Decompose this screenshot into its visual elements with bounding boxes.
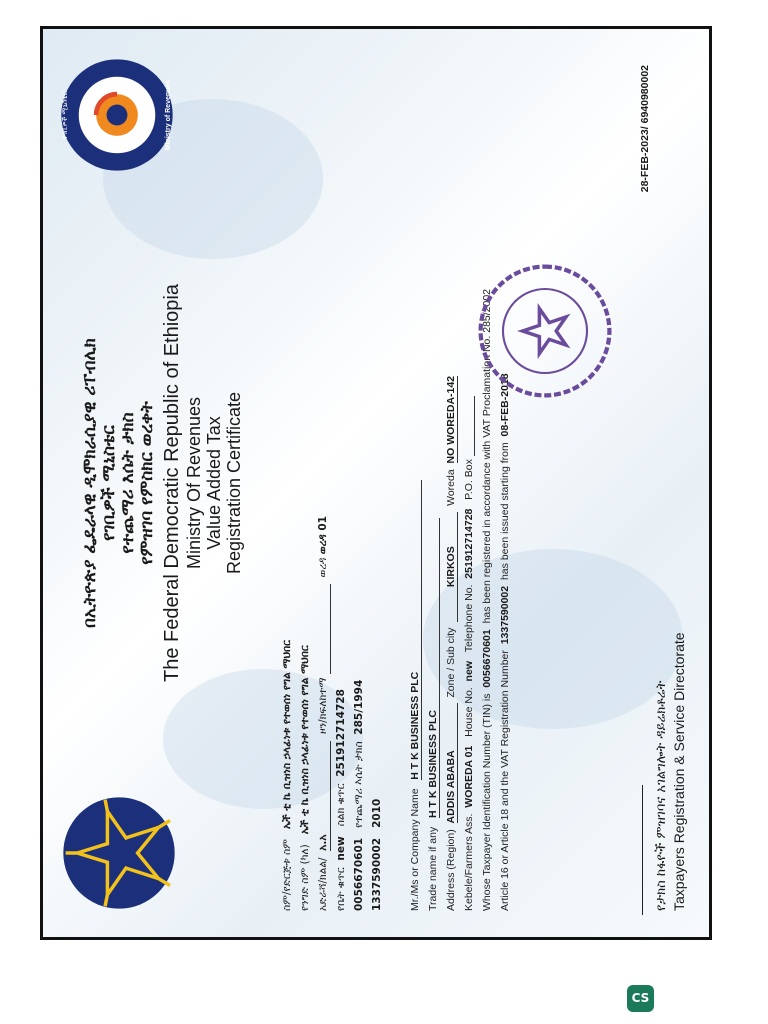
certificate-content bbox=[45, 31, 707, 935]
title-amharic-line3: የተጨማሪ እሴት ታክስ bbox=[118, 412, 139, 554]
title-amharic-line1: በኢትዮጵያ ፌዴራላዊ ዲሞክራሲያዊ ሪፐብሊክ bbox=[80, 338, 100, 628]
amharic-woreda-label: ወረዳ bbox=[317, 557, 329, 578]
amharic-trade-row bbox=[299, 645, 312, 911]
camscanner-badge: CS bbox=[627, 985, 654, 1012]
vat-number-row bbox=[499, 373, 511, 911]
company-name-value: H T K BUSINESS PLC bbox=[409, 480, 422, 780]
article-text: Article 16 or Article 18 and the VAT Registration Number bbox=[499, 650, 511, 911]
amharic-vat-label: የተጨማሪ እሴት ታክስ bbox=[353, 741, 365, 828]
signature-line bbox=[642, 785, 643, 915]
footer-english: Taxpayers Registration & Service Directorate bbox=[671, 632, 688, 911]
tin-value: 0056670601 bbox=[481, 629, 493, 688]
company-name-row bbox=[409, 480, 422, 911]
kebele-label: Kebele/Farmers Ass. bbox=[463, 813, 475, 911]
footer-amharic: የታክስ ከፋዮች ምዝገባና አገልግሎት ዳይሬክቶሬት bbox=[653, 680, 669, 911]
amharic-subcity-line bbox=[319, 584, 331, 674]
amharic-tin-value: 0056670601 bbox=[353, 837, 365, 911]
house-number-value: new bbox=[463, 661, 475, 682]
certificate-frame bbox=[40, 26, 712, 940]
logo-ring-amharic: የገቢዎች ሚኒስቴር bbox=[61, 91, 69, 139]
registered-text: has been registered in accordance with VAT Proclamation No. 285/2002 bbox=[481, 288, 493, 624]
address-label: Address (Region) bbox=[445, 829, 457, 911]
woreda-label: Woreda bbox=[445, 469, 457, 506]
title-english-line2: Ministry Of Revenues bbox=[183, 396, 204, 570]
amharic-phone-value: 251912714728 bbox=[335, 689, 347, 777]
title-english-line3: Value Added Tax bbox=[203, 416, 224, 550]
address-row bbox=[445, 376, 458, 911]
tin-text: Whose Taxpayer Identification Number (TIN) is bbox=[481, 693, 493, 911]
amharic-subcity-label: ዞን/ክፍለከተማ bbox=[317, 677, 329, 735]
subcity-label: Zone / Sub city bbox=[445, 627, 457, 698]
amharic-trade-value: ኤች ቲ ኬ ቢዝነስ ኃላፊነቱ የተወሰነ የግል ማህበር bbox=[299, 645, 311, 835]
amharic-year-value: 2010 bbox=[371, 798, 383, 828]
amharic-region-value: አ.አ bbox=[317, 741, 331, 851]
amharic-house-row bbox=[335, 689, 348, 911]
amharic-woreda-value: ወረዳ 01 bbox=[317, 516, 329, 555]
amharic-vat-value: 1337590002 bbox=[371, 837, 383, 911]
kebele-value: WOREDA 01 bbox=[463, 745, 475, 808]
amharic-house-label: የቤት ቁጥር bbox=[335, 867, 347, 911]
title-english-line1: The Federal Democratic Republic of Ethiopia bbox=[161, 284, 184, 682]
amharic-company-label: ስም/የድርጅቱ ስም bbox=[281, 839, 293, 911]
amharic-phone-label: ስልክ ቁጥር bbox=[335, 783, 347, 827]
trade-name-label: Trade name if any bbox=[427, 826, 439, 911]
amharic-tin-row bbox=[353, 680, 366, 911]
subcity-value: KIRKOS bbox=[445, 512, 458, 622]
amharic-proc-value: 285/1994 bbox=[353, 679, 365, 735]
address-value: ADDIS ABABA bbox=[445, 703, 458, 823]
vat-number-value: 1337590002 bbox=[499, 585, 511, 645]
trade-name-value: H T K BUSINESS PLC bbox=[427, 518, 440, 818]
print-date: 28-FEB-2023/ 6940980002 bbox=[639, 65, 651, 193]
pobox-line bbox=[463, 396, 475, 456]
logo-ring-english: Ministry of Revenues bbox=[165, 79, 172, 151]
certificate-footer bbox=[653, 632, 689, 911]
title-amharic-line4: የምዝገባ የምስክር ወረቀት bbox=[137, 401, 158, 565]
title-english-line4: Registration Certificate bbox=[223, 391, 244, 575]
amharic-trade-label: የንግድ ስም (ካለ) bbox=[299, 844, 311, 911]
kebele-row bbox=[463, 396, 475, 911]
woreda-value: NO WOREDA-142 bbox=[445, 375, 457, 464]
pobox-label: P.O. Box bbox=[463, 459, 475, 500]
house-number-label: House No. bbox=[463, 687, 475, 737]
amharic-vat-row bbox=[371, 799, 383, 911]
amharic-house-value: new bbox=[335, 836, 347, 861]
company-name-label: Mr./Ms or Company Name bbox=[409, 788, 421, 911]
issued-text: has been issued starting from bbox=[499, 442, 511, 581]
telephone-label: Telephone No. bbox=[463, 584, 475, 653]
amharic-company-row bbox=[281, 640, 294, 911]
official-stamp-icon bbox=[475, 261, 615, 401]
issued-date: 08-FEB-2018 bbox=[499, 373, 511, 437]
certificate-title-block bbox=[81, 31, 244, 935]
trade-name-row bbox=[427, 518, 440, 911]
title-amharic-line2: የገቢዎች ሚኒስቴር bbox=[99, 425, 120, 541]
amharic-region-label: አድራሻ/ክልል/ bbox=[317, 857, 329, 911]
amharic-company-value: ኤች ቲ ኬ ቢዝነስ ኃላፊነቱ የተወሰነ የግል ማህበር bbox=[281, 640, 293, 830]
telephone-value: 251912714728 bbox=[463, 508, 475, 579]
amharic-address-row bbox=[317, 516, 331, 911]
